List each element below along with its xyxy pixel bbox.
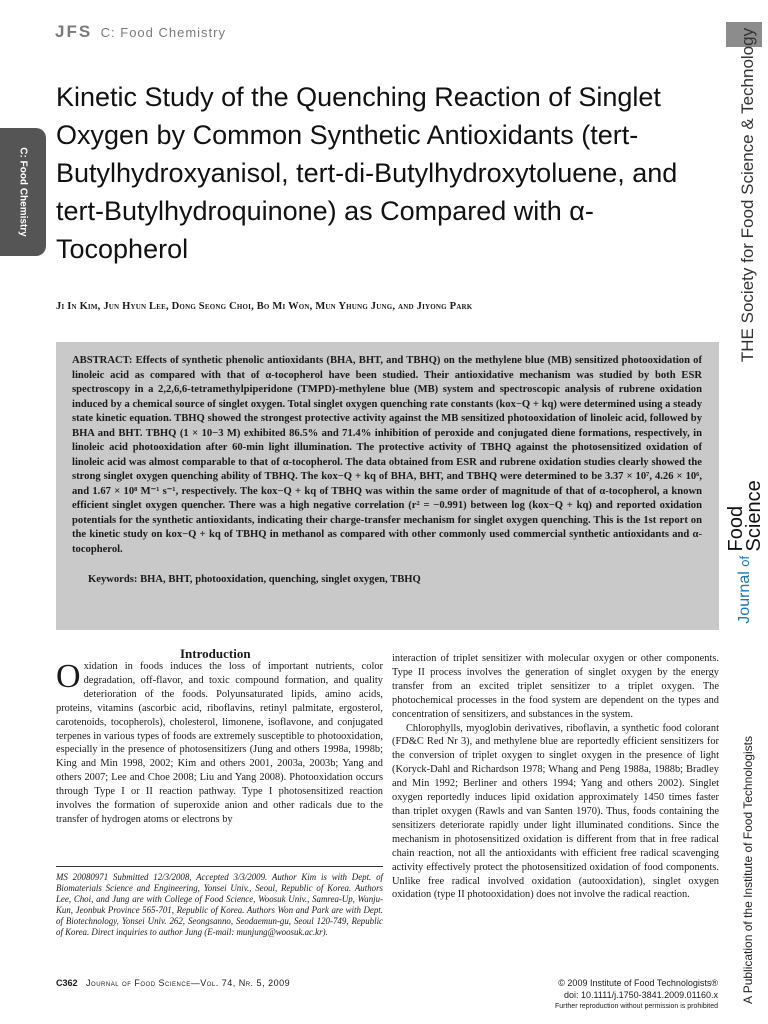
journal-logo [727, 480, 763, 623]
society-tagline: THE Society for Food Science & Technology [738, 27, 757, 363]
logo-word-of: of [737, 555, 753, 567]
journal-abbreviation: JFS [55, 22, 93, 41]
section-name: C: Food Chemistry [100, 25, 227, 40]
author-list: Ji In Kim, Jun Hyun Lee, Dong Seong Choi, Bo Mi Won, Mun Yhung Jung, and Jiyong Park [56, 301, 473, 312]
intro-paragraph-3: Chlorophylls, myoglobin derivatives, riboflavin, a synthetic food colorant (FD&C Red Nr 3), and methylene blue are reportedly efficient sensitizers for the conversion of triplet oxygen to singlet oxygen in the presence of light (Koryck-Dahl and Richardson 1978; Whang and Peng 1988a, 1988b; Bradley and Min 1992; Berliner and others 1994; Yang and others 2002). Singlet oxygen reportedly induces lipid oxidation approximately 1450 times faster than triplet oxygen (Rawls and van Santen 1970). Thus, foods containing the sensitizers deteriorate rapidly under light illuminated conditions. Since the mechanism in photosensitized oxidation is different from that in free radical chain reaction, not all the antioxidants with efficient free radical scavenging activity effectively protect the photosensitized oxidation of food components. Unlike free radical involved oxidation (autooxidation), singlet oxygen oxidation (type II photooxidation) does not involve the radical reaction. [392, 722, 719, 901]
intro-paragraph-2: interaction of triplet sensitizer with molecular oxygen or other components. Type II process involves the generation of singlet oxygen by the energy transfer from an excited triplet sensitizer to a triplet oxygen. The photochemical processes in the food system are dependent on the types and concentration of sensitizers, and substances in the system. [392, 653, 719, 720]
logo-food-science [727, 480, 763, 551]
copyright: © 2009 Institute of Food Technologists® [558, 978, 718, 988]
logo-word-journal: Journal [736, 571, 754, 624]
journal-citation: Journal of Food Science—Vol. 74, Nr. 5, 2009 [86, 978, 291, 988]
doi-link[interactable]: doi: 10.1111/j.1750-3841.2009.01160.x [564, 990, 718, 1000]
footnote: MS 20080971 Submitted 12/3/2008, Accepted 3/3/2009. Author Kim is with Dept. of Biomaterials Science and Engineering, Yonsei Univ., Seoul, Republic of Korea. Authors Lee, Choi, and Jung are with College of Food Science, Woosuk Univ., Samrea-Up, Wanju-Kun, Jeonbuk Province 565-701, Republic of Korea. Authors Won and Park are with Dept. of Biotechnology, Yonsei Univ. 262, Seongsanno, Seodaemun-gu, Seoul 120-749, Republic of Korea. Direct inquiries to author Jung (E-mail: munjung@woosuk.ac.kr). [56, 872, 383, 937]
logo-word-food: Food [725, 505, 747, 552]
page-number: C362 [56, 978, 78, 988]
footnote-divider [56, 866, 383, 867]
publisher-tagline: A Publication of the Institute of Food Technologists [741, 736, 755, 1004]
logo-word-science: Science [743, 480, 765, 552]
intro-column-left [56, 660, 383, 827]
journal-header [55, 22, 226, 42]
section-heading-introduction: Introduction [180, 646, 251, 661]
permission-note: Further reproduction without permission is prohibited [554, 1003, 718, 1010]
page-footer-left [56, 978, 290, 988]
section-side-tab [0, 128, 46, 256]
keywords: Keywords: BHA, BHT, photooxidation, quenching, singlet oxygen, TBHQ [88, 574, 421, 585]
abstract-text: ABSTRACT: Effects of synthetic phenolic antioxidants (BHA, BHT, and TBHQ) on the methylene blue (MB) sensitized photooxidation of linoleic acid as compared with that of α-tocopherol have been studied. Their antioxidative mechanism was studied by both ESR spectroscopy in a 2,2,6,6-tetramethylpiperidone (TMPD)-methylene blue (MB) system and spectroscopic analysis of rubrene oxidation induced by a chemical source of singlet oxygen. Total singlet oxygen quenching rate constants (kox−Q + kq) were determined using a steady state kinetic equation. TBHQ showed the strongest protective activity against the MB sensitized photooxidation of linoleic acid, followed by BHA and BHT. TBHQ (1 × 10−3 M) exhibited 86.5% and 71.4% inhibition of peroxide and conjugated diene formations, respectively, in linoleic acid photooxidation after 60-min light illumination. The protective activity of TBHQ against the photosensitized oxidation of linoleic acid was almost comparable to that of α-tocopherol. The data obtained from ESR and rubrene oxidation studies clearly showed the strong singlet oxygen quenching ability of TBHQ. The kox−Q + kq of BHA, BHT, and TBHQ were determined to be 3.37 × 10⁷, 4.26 × 10⁶, and 1.67 × 10⁸ M⁻¹ s⁻¹, respectively. The kox−Q + kq of TBHQ was within the same order of magnitude of that of α-tocopherol, a known efficient singlet oxygen quencher. There was a high negative correlation (r² = −0.991) between log (kox−Q + kq) and reported oxidation potentials for the synthetic antioxidants, indicating their charge-transfer mechanism for singlet oxygen quenching. This is the 1st report on the kinetic study on kox−Q + kq of TBHQ in methanol as compared with other commonly used commercial synthetic antioxidants and α-tocopherol. [72, 355, 702, 555]
drop-cap: O [56, 658, 81, 695]
page-footer-right [440, 977, 718, 1013]
intro-column-right [392, 652, 719, 902]
intro-paragraph-1: xidation in foods induces the loss of important nutrients, color degradation, off-flavor, and toxic compound formation, and quality deterioration of the foods. Polyunsaturated lipids, amino acids, proteins, vitamins (ascorbic acid, riboflavins, retinyl palmitate, ergosterol, carotenoids, tocopherols), cholesterol, limonene, isoflavone, and conjugated terpenes in various types of foods are extremely susceptible to photooxidation, especially in the presence of photosensitizers (Jung and others 1998a, 1998b; King and Min 1998, 2002; Kim and others 2001, 2003a, 2003b; Yang and others 2007; Lee and Choe 2008; Liu and Yang 2008). Photooxidation occurs through Type I or II reaction pathway. Type I photosensitized reaction involves the formation of superoxide anion and other radicals due to the transfer of hydrogen atoms or electrons by [56, 661, 383, 825]
article-title: Kinetic Study of the Quenching Reaction of Singlet Oxygen by Common Synthetic Antioxidants (tert-Butylhydroxyanisol, tert-di-Butylhydroxytoluene, and tert-Butylhydroquinone) as Compared with α-Tocopherol [56, 82, 678, 264]
side-tab-label: C: Food Chemistry [17, 147, 29, 237]
